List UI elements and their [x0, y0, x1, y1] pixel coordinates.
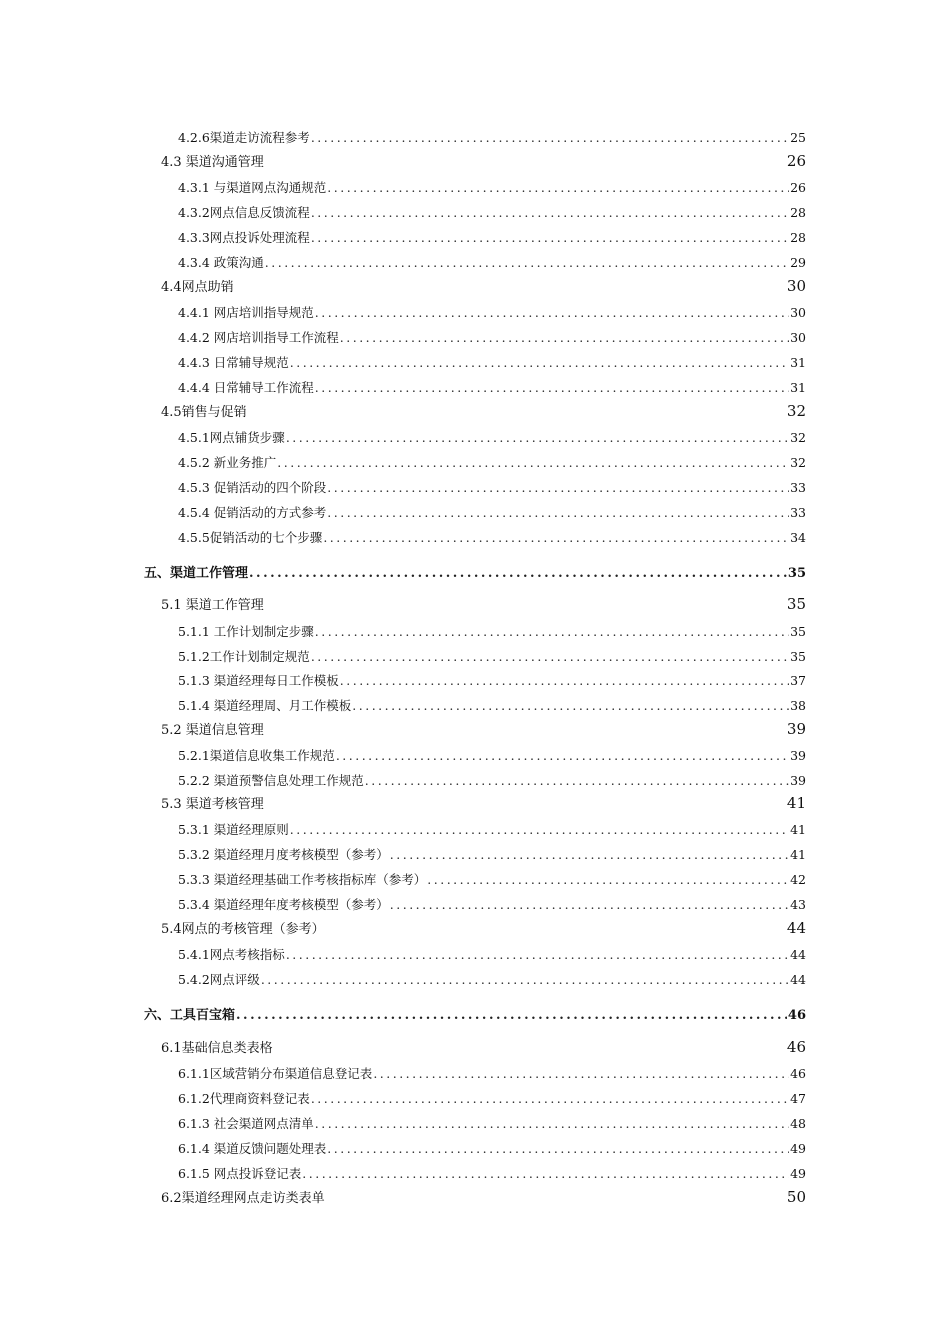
- dot-leader: [311, 230, 789, 245]
- toc-entry-page-number: 47: [790, 1091, 806, 1106]
- dot-leader: [315, 624, 789, 639]
- dot-leader: [315, 305, 789, 320]
- toc-entry-page-number: 26: [786, 152, 806, 170]
- toc-entry-page-number: 35: [786, 595, 806, 613]
- toc-entry-title: 5.3.4 渠道经理年度考核模型（参考）: [178, 897, 389, 912]
- toc-entry[interactable]: [144, 562, 806, 584]
- dot-leader: [261, 972, 789, 987]
- dot-leader: [327, 180, 789, 195]
- dot-leader: [365, 773, 789, 788]
- dot-leader: [340, 673, 789, 688]
- toc-entry[interactable]: [178, 746, 806, 766]
- toc-entry-title: 5.2.1渠道信息收集工作规范: [178, 748, 335, 763]
- toc-entry-page-number: 49: [790, 1141, 806, 1156]
- toc-entry[interactable]: [161, 1037, 806, 1059]
- toc-entry[interactable]: [178, 945, 806, 965]
- toc-entry-page-number: 49: [790, 1166, 806, 1181]
- toc-entry-page-number: 42: [790, 872, 806, 887]
- toc-entry-title: 5.3 渠道考核管理: [161, 797, 264, 812]
- toc-entry[interactable]: [161, 719, 806, 741]
- toc-entry[interactable]: [161, 401, 806, 423]
- toc-entry-title: 4.5.3 促销活动的四个阶段: [178, 480, 327, 495]
- toc-entry[interactable]: [161, 793, 806, 815]
- dot-leader: [315, 380, 789, 395]
- toc-entry-page-number: 31: [790, 355, 806, 370]
- toc-entry-title: 5.1 渠道工作管理: [161, 598, 264, 613]
- dot-leader: [311, 130, 789, 145]
- toc-entry-page-number: 50: [786, 1188, 806, 1206]
- toc-entry-page-number: 32: [790, 455, 806, 470]
- toc-entry-page-number: 37: [790, 673, 806, 688]
- toc-entry[interactable]: [178, 1064, 806, 1084]
- toc-entry-title: 6.1基础信息类表格: [161, 1041, 273, 1056]
- toc-entry-title: 4.4.1 网店培训指导规范: [178, 305, 314, 320]
- toc-entry[interactable]: [178, 203, 806, 223]
- dot-leader: [323, 530, 789, 545]
- toc-entry-page-number: 33: [790, 505, 806, 520]
- toc-entry-title: 5.2 渠道信息管理: [161, 723, 264, 738]
- toc-entry-title: 4.3 渠道沟通管理: [161, 155, 264, 170]
- dot-leader: [390, 897, 789, 912]
- toc-entry[interactable]: [178, 870, 806, 890]
- toc-entry[interactable]: [178, 353, 806, 373]
- dot-leader: [249, 566, 787, 581]
- toc-entry-title: 4.3.4 政策沟通: [178, 255, 264, 270]
- toc-entry-page-number: 30: [790, 305, 806, 320]
- toc-entry-page-number: 46: [790, 1066, 806, 1081]
- toc-entry-title: 5.3.2 渠道经理月度考核模型（参考）: [178, 847, 389, 862]
- toc-entry-title: 5.3.3 渠道经理基础工作考核指标库（参考）: [178, 872, 427, 887]
- toc-entry[interactable]: [178, 303, 806, 323]
- toc-entry[interactable]: [178, 622, 806, 642]
- toc-entry-page-number: 48: [790, 1116, 806, 1131]
- toc-entry-title: 5.1.2工作计划制定规范: [178, 649, 310, 664]
- dot-leader: [290, 355, 789, 370]
- toc-entry-title: 4.4.2 网店培训指导工作流程: [178, 330, 339, 345]
- toc-entry-title: 4.4.4 日常辅导工作流程: [178, 380, 314, 395]
- toc-entry-title: 六、工具百宝箱: [144, 1008, 236, 1023]
- dot-leader: [311, 205, 789, 220]
- toc-entry[interactable]: [178, 970, 806, 990]
- toc-entry[interactable]: [178, 696, 806, 716]
- dot-leader: [286, 947, 789, 962]
- toc-entry-title: 4.4.3 日常辅导规范: [178, 355, 289, 370]
- toc-entry-title: 5.1.4 渠道经理周、月工作模板: [178, 698, 352, 713]
- toc-entry-page-number: 30: [786, 277, 806, 295]
- toc-entry[interactable]: [178, 1164, 806, 1184]
- toc-entry[interactable]: [178, 1139, 806, 1159]
- toc-entry-title: 4.5.5促销活动的七个步骤: [178, 530, 323, 545]
- toc-entry[interactable]: [178, 820, 806, 840]
- toc-entry-title: 5.3.1 渠道经理原则: [178, 822, 289, 837]
- toc-entry-title: 6.1.3 社会渠道网点清单: [178, 1116, 314, 1131]
- toc-entry-title: 4.3.1 与渠道网点沟通规范: [178, 180, 327, 195]
- dot-leader: [327, 480, 789, 495]
- toc-entry[interactable]: [161, 276, 806, 298]
- toc-entry[interactable]: [178, 478, 806, 498]
- toc-entry-page-number: 44: [790, 947, 806, 962]
- toc-entry-page-number: 39: [790, 748, 806, 763]
- toc-entry-title: 6.1.4 渠道反馈问题处理表: [178, 1141, 327, 1156]
- toc-entry-page-number: 30: [790, 330, 806, 345]
- toc-entry-page-number: 43: [790, 897, 806, 912]
- toc-entry-page-number: 25: [790, 130, 806, 145]
- toc-entry-page-number: 28: [790, 205, 806, 220]
- toc-entry[interactable]: [178, 253, 806, 273]
- toc-entry[interactable]: [144, 1004, 806, 1026]
- toc-entry-page-number: 44: [786, 919, 806, 937]
- toc-entry[interactable]: [161, 151, 806, 173]
- toc-entry-page-number: 26: [790, 180, 806, 195]
- toc-entry-page-number: 41: [786, 794, 806, 812]
- dot-leader: [427, 872, 789, 887]
- toc-entry-title: 4.2.6渠道走访流程参考: [178, 130, 310, 145]
- toc-entry[interactable]: [178, 378, 806, 398]
- toc-entry-title: 6.2渠道经理网点走访类表单: [161, 1191, 325, 1206]
- dot-leader: [290, 822, 789, 837]
- dot-leader: [352, 698, 789, 713]
- toc-entry[interactable]: [178, 428, 806, 448]
- toc-entry-title: 4.5.4 促销活动的方式参考: [178, 505, 327, 520]
- toc-entry-page-number: 39: [790, 773, 806, 788]
- toc-entry-page-number: 46: [786, 1038, 806, 1056]
- toc-entry[interactable]: [178, 228, 806, 248]
- toc-entry[interactable]: [161, 918, 806, 940]
- dot-leader: [327, 1141, 789, 1156]
- dot-leader: [315, 1116, 789, 1131]
- dot-leader: [277, 455, 789, 470]
- toc-entry[interactable]: [178, 178, 806, 198]
- toc-entry-page-number: 35: [790, 624, 806, 639]
- toc-entry[interactable]: [178, 1089, 806, 1109]
- toc-entry-page-number: 32: [790, 430, 806, 445]
- toc-entry-page-number: 39: [786, 720, 806, 738]
- toc-entry-title: 5.2.2 渠道预警信息处理工作规范: [178, 773, 364, 788]
- toc-entry-title: 5.4网点的考核管理（参考）: [161, 922, 325, 937]
- toc-entry[interactable]: [161, 1187, 806, 1209]
- toc-entry[interactable]: [178, 895, 806, 915]
- toc-entry-title: 6.1.5 网点投诉登记表: [178, 1166, 302, 1181]
- toc-entry-title: 5.4.1网点考核指标: [178, 947, 285, 962]
- toc-entry-title: 4.4网点助销: [161, 280, 234, 295]
- dot-leader: [265, 255, 789, 270]
- toc-entry-page-number: 41: [790, 847, 806, 862]
- dot-leader: [311, 649, 789, 664]
- toc-entry[interactable]: [161, 594, 806, 616]
- toc-entry[interactable]: [178, 845, 806, 865]
- dot-leader: [336, 748, 789, 763]
- toc-entry[interactable]: [178, 647, 806, 667]
- toc-entry[interactable]: [178, 771, 806, 791]
- toc-entry[interactable]: [178, 503, 806, 523]
- dot-leader: [236, 1008, 787, 1023]
- toc-entry-page-number: 34: [790, 530, 806, 545]
- toc-entry-title: 4.3.3网点投诉处理流程: [178, 230, 310, 245]
- toc-entry-title: 4.5销售与促销: [161, 405, 247, 420]
- toc-entry-page-number: 35: [787, 566, 806, 581]
- toc-entry[interactable]: [178, 328, 806, 348]
- toc-entry-title: 5.1.3 渠道经理每日工作模板: [178, 673, 339, 688]
- toc-entry-page-number: 29: [790, 255, 806, 270]
- toc-entry-page-number: 33: [790, 480, 806, 495]
- toc-entry-title: 6.1.1区域营销分布渠道信息登记表: [178, 1066, 373, 1081]
- dot-leader: [340, 330, 789, 345]
- toc-entry[interactable]: [178, 528, 806, 548]
- toc-entry-title: 4.5.1网点铺货步骤: [178, 430, 285, 445]
- toc-entry-page-number: 44: [790, 972, 806, 987]
- toc-entry-page-number: 31: [790, 380, 806, 395]
- toc-entry-page-number: 38: [790, 698, 806, 713]
- toc-entry-title: 4.3.2网点信息反馈流程: [178, 205, 310, 220]
- dot-leader: [327, 505, 789, 520]
- toc-entry[interactable]: [178, 1114, 806, 1134]
- toc-entry-page-number: 32: [786, 402, 806, 420]
- toc-entry-title: 4.5.2 新业务推广: [178, 455, 277, 470]
- dot-leader: [373, 1066, 789, 1081]
- dot-leader: [311, 1091, 789, 1106]
- toc-entry[interactable]: [178, 671, 806, 691]
- toc-entry-page-number: 41: [790, 822, 806, 837]
- toc-entry-page-number: 28: [790, 230, 806, 245]
- toc-entry-title: 5.1.1 工作计划制定步骤: [178, 624, 314, 639]
- toc-entry-title: 6.1.2代理商资料登记表: [178, 1091, 310, 1106]
- toc-entry[interactable]: [178, 453, 806, 473]
- dot-leader: [302, 1166, 789, 1181]
- toc-entry-title: 5.4.2网点评级: [178, 972, 260, 987]
- toc-entry-page-number: 35: [790, 649, 806, 664]
- dot-leader: [286, 430, 789, 445]
- toc-entry-page-number: 46: [787, 1008, 806, 1023]
- toc-entry[interactable]: [178, 128, 806, 148]
- toc-entry-title: 五、渠道工作管理: [144, 566, 249, 581]
- dot-leader: [390, 847, 789, 862]
